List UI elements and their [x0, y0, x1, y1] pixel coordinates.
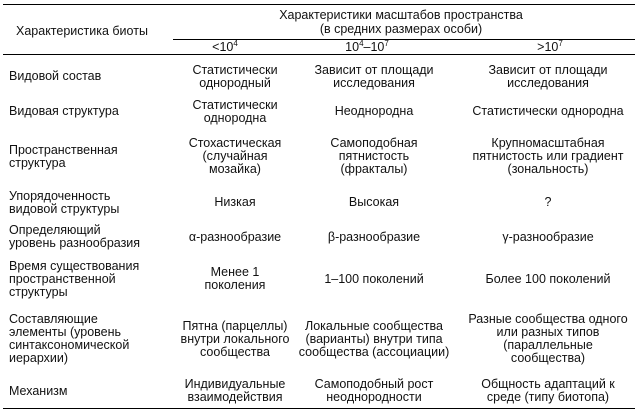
- row-value-small-scale: [192, 99, 277, 125]
- row-label-line: Видовой состав: [9, 69, 102, 83]
- table-top-rule: [3, 4, 635, 5]
- row-label-line: пространственной: [9, 272, 116, 286]
- column-header-small-scale-exponent: 4: [233, 39, 238, 48]
- biota-characteristic-header: Характеристика биоты: [16, 24, 148, 38]
- row-value-mid-scale-line: 1–100 поколений: [324, 272, 424, 286]
- spatial-scale-header: [279, 8, 523, 36]
- row-value-large-scale-line: Разные сообщества одного: [468, 312, 628, 326]
- row-value-small-scale: [192, 64, 277, 90]
- row-value-large-scale-line: (параллельные: [503, 338, 593, 352]
- row-value-mid-scale-line: пятнистость: [338, 149, 410, 163]
- row-value-small-scale-line: внутри локального: [180, 332, 290, 346]
- row-value-mid-scale-line: неоднородности: [326, 390, 422, 404]
- row-value-small-scale-line: Статистически: [192, 98, 278, 112]
- row-label-line: иерархии): [9, 351, 69, 365]
- row-value-small-scale-line: Менее 1: [210, 265, 260, 279]
- row-value-small-scale-line: мозайка): [209, 162, 261, 176]
- spatial-scale-header-line1: Характеристики масштабов пространства: [279, 8, 523, 22]
- row-value-mid-scale-line: Неоднородна: [334, 104, 414, 118]
- row-value-mid-scale: [335, 105, 414, 118]
- row-value-mid-scale-line: исследования: [333, 76, 415, 90]
- row-value-mid-scale-line: Высокая: [348, 195, 400, 209]
- row-value-small-scale-line: Стохастическая: [188, 136, 282, 150]
- header-bottom-rule: [3, 54, 635, 55]
- row-value-large-scale: [468, 313, 627, 365]
- row-value-small-scale-line: поколения: [204, 278, 266, 292]
- spanner-rule: [173, 39, 635, 40]
- row-value-large-scale-line: Крупномасштабная: [491, 136, 605, 150]
- row-value-large-scale: [473, 137, 624, 176]
- row-value-large-scale: [481, 378, 615, 404]
- row-label-line: Механизм: [9, 384, 68, 398]
- row-value-mid-scale: [330, 137, 417, 176]
- row-label-line: синтаксономической: [9, 338, 130, 352]
- row-value-mid-scale-line: Самоподобный рост: [314, 377, 434, 391]
- row-label: [9, 105, 119, 118]
- column-header-mid-scale-exponent-high: 7: [384, 39, 389, 48]
- row-value-mid-scale-line: (фракталы): [340, 162, 408, 176]
- row-value-large-scale-line: Общность адаптаций к: [481, 377, 615, 391]
- row-value-mid-scale: [324, 273, 423, 286]
- row-value-large-scale: [472, 105, 623, 118]
- row-value-mid-scale: [328, 231, 420, 244]
- row-value-large-scale-line: Статистически однородна: [472, 104, 624, 118]
- row-value-mid-scale: [314, 64, 433, 90]
- row-value-mid-scale-line: Самоподобная: [330, 136, 418, 150]
- row-value-small-scale: [189, 137, 282, 176]
- row-label: [9, 70, 101, 83]
- row-label-line: видовой структуры: [9, 202, 120, 216]
- row-value-large-scale-line: среде (типу биотопа): [486, 390, 610, 404]
- row-label-line: Время существования: [9, 259, 140, 273]
- row-value-large-scale-line: или разных типов: [496, 325, 600, 339]
- row-value-mid-scale-line: β-разнообразие: [327, 230, 421, 244]
- row-value-small-scale-line: Статистически: [192, 63, 278, 77]
- column-header-mid-scale-dash: –: [363, 40, 371, 54]
- row-label: [9, 385, 68, 398]
- row-label-line: Видовая структура: [9, 104, 119, 118]
- row-value-small-scale-line: однородный: [199, 76, 271, 90]
- row-value-small-scale-line: однородна: [203, 111, 267, 125]
- row-value-small-scale: [181, 320, 290, 359]
- row-value-small-scale-line: (случайная: [202, 149, 268, 163]
- row-value-mid-scale: [315, 378, 434, 404]
- row-value-mid-scale: [349, 196, 399, 209]
- column-header-large-scale: [537, 40, 563, 54]
- row-label-line: Определяющий: [9, 223, 101, 237]
- row-value-small-scale-line: Низкая: [214, 195, 256, 209]
- row-label-line: Составляющие: [9, 312, 98, 326]
- row-value-large-scale-line: пятнистость или градиент: [472, 149, 624, 163]
- row-value-small-scale: [214, 196, 255, 209]
- row-value-large-scale-line: Зависит от площади: [488, 63, 608, 77]
- row-value-mid-scale-line: сообщества (ассоциации): [298, 345, 450, 359]
- row-value-large-scale: [502, 231, 593, 244]
- row-value-small-scale-line: сообщества: [200, 345, 270, 359]
- column-header-mid-scale-base-low: 10: [345, 40, 360, 54]
- row-value-mid-scale: [299, 320, 450, 359]
- row-value-large-scale: [486, 273, 611, 286]
- row-label-line: структуры: [9, 285, 68, 299]
- row-value-large-scale-line: (зональность): [507, 162, 589, 176]
- row-label-line: Пространственная: [9, 143, 118, 157]
- row-value-small-scale: [205, 266, 266, 292]
- column-header-mid-scale-exponent-low: 4: [359, 39, 364, 48]
- row-label: [9, 260, 139, 299]
- row-value-small-scale: [189, 231, 281, 244]
- row-value-mid-scale-line: Зависит от площади: [314, 63, 434, 77]
- row-label-line: уровень разнообразия: [9, 236, 141, 250]
- row-value-large-scale-line: сообщества): [510, 351, 586, 365]
- row-value-large-scale-line: исследования: [507, 76, 589, 90]
- spatial-scale-header-line2: (в средних размерах особи): [319, 22, 483, 36]
- biota-characteristics-table: [3, 0, 635, 413]
- row-value-large-scale-line: γ-разнообразие: [502, 230, 594, 244]
- column-header-mid-scale: [345, 40, 389, 54]
- row-value-large-scale: [488, 64, 607, 90]
- row-value-small-scale: [185, 378, 286, 404]
- row-value-small-scale-line: взаимодействия: [187, 390, 283, 404]
- row-value-mid-scale-line: Локальные сообщества: [305, 319, 443, 333]
- row-label-line: Упорядоченность: [9, 189, 111, 203]
- row-label: [9, 144, 118, 170]
- row-label: [9, 190, 119, 216]
- row-value-large-scale: [545, 196, 552, 209]
- row-value-small-scale-line: Индивидуальные: [184, 377, 286, 391]
- row-value-large-scale-line: Более 100 поколений: [485, 272, 611, 286]
- column-header-small-scale-base: <10: [212, 40, 234, 54]
- row-value-large-scale-line: ?: [544, 195, 552, 209]
- row-label: [9, 313, 129, 365]
- column-header-large-scale-base: >10: [537, 40, 559, 54]
- row-label-line: структура: [9, 156, 66, 170]
- column-header-mid-scale-base-high: 10: [370, 40, 385, 54]
- row-label-line: элементы (уровень: [9, 325, 122, 339]
- row-value-small-scale-line: Пятна (парцеллы): [182, 319, 288, 333]
- row-label: [9, 224, 140, 250]
- column-header-small-scale: [212, 40, 238, 54]
- column-header-large-scale-exponent: 7: [558, 39, 563, 48]
- table-bottom-rule: [3, 408, 635, 409]
- row-value-small-scale-line: α-разнообразие: [188, 230, 282, 244]
- row-value-mid-scale-line: (варианты) внутри типа: [305, 332, 443, 346]
